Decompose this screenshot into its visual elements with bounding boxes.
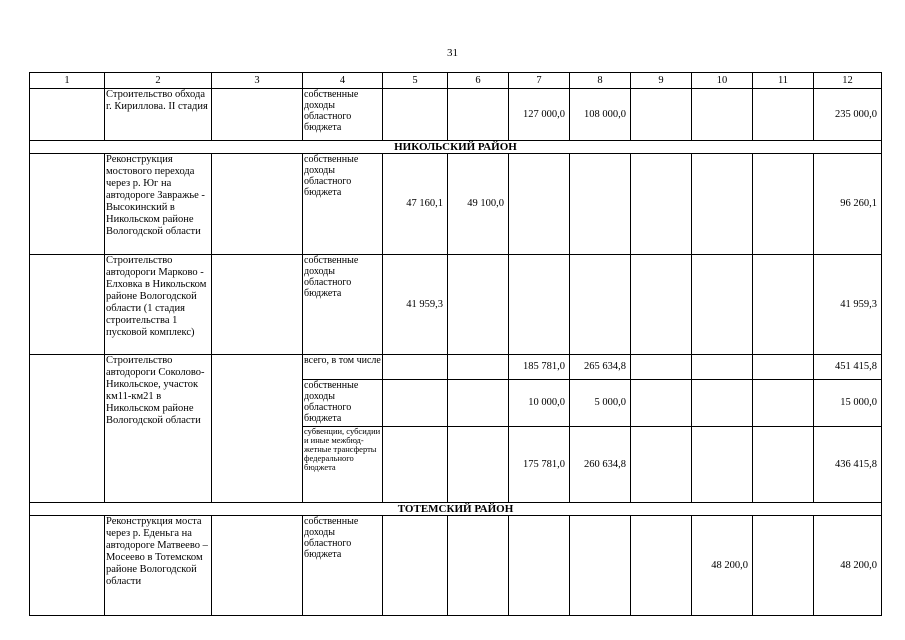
district-title: ТОТЕМСКИЙ РАЙОН (30, 503, 882, 516)
value-cell: 265 634,8 (570, 355, 631, 380)
district-title: НИКОЛЬСКИЙ РАЙОН (30, 141, 882, 154)
value-cell: 47 160,1 (383, 154, 448, 255)
value-cell: 185 781,0 (509, 355, 570, 380)
col-header: 10 (692, 73, 753, 89)
table-row (30, 89, 882, 141)
col-header: 1 (30, 73, 105, 89)
value-cell: 41 959,3 (814, 255, 882, 355)
funding-source: собственные доходы областного бюджета (303, 255, 383, 355)
funding-source: всего, в том числе (303, 355, 383, 380)
funding-source: собственные доходы областного бюджета (303, 154, 383, 255)
col-header: 3 (212, 73, 303, 89)
funding-source: собственные доходы областного бюджета (303, 89, 383, 141)
table-row (30, 154, 882, 255)
table-row (30, 355, 882, 380)
value-cell: 10 000,0 (509, 380, 570, 427)
district-row (30, 503, 882, 516)
col-header: 12 (814, 73, 882, 89)
value-cell: 5 000,0 (570, 380, 631, 427)
col-header: 2 (105, 73, 212, 89)
project-name: Строительство обхода г. Кириллова. II стадия (105, 89, 212, 141)
value-cell: 41 959,3 (383, 255, 448, 355)
col-header: 8 (570, 73, 631, 89)
col-header: 4 (303, 73, 383, 89)
value-cell: 235 000,0 (814, 89, 882, 141)
col-header: 5 (383, 73, 448, 89)
budget-table (29, 72, 882, 616)
col-header: 11 (753, 73, 814, 89)
funding-source: собственные доходы областного бюджета (303, 516, 383, 616)
value-cell: 48 200,0 (814, 516, 882, 616)
value-cell: 436 415,8 (814, 427, 882, 503)
col-header: 6 (448, 73, 509, 89)
value-cell: 48 200,0 (692, 516, 753, 616)
table-row (30, 516, 882, 616)
funding-source: собственные доходы областного бюджета (303, 380, 383, 427)
header-row (30, 73, 882, 89)
district-row (30, 141, 882, 154)
value-cell: 175 781,0 (509, 427, 570, 503)
project-name: Реконструкция моста через р. Еденьга на автодороге Матвеево – Мосеево в Тотемском районе Вологодской области (105, 516, 212, 616)
col-header: 9 (631, 73, 692, 89)
funding-source: субвенции, субсидии и иные межбюд-жетные трансферты федерального бюджета (303, 427, 383, 503)
col-header: 7 (509, 73, 570, 89)
page-number: 31 (447, 47, 458, 59)
value-cell: 127 000,0 (509, 89, 570, 141)
value-cell: 260 634,8 (570, 427, 631, 503)
value-cell: 49 100,0 (448, 154, 509, 255)
project-name: Строительство автодороги Марково - Елховка в Никольском районе Вологодской области (1 стадия строительства 1 пусковой комплекс) (105, 255, 212, 355)
project-name: Реконструкция мостового перехода через р. Юг на автодороге Завражье - Высокинский в Никольском районе Вологодской области (105, 154, 212, 255)
value-cell: 15 000,0 (814, 380, 882, 427)
project-name: Строительство автодороги Соколово-Никольское, участок км11-км21 в Никольском районе Вологодской области (105, 355, 212, 503)
value-cell: 96 260,1 (814, 154, 882, 255)
table-row (30, 255, 882, 355)
value-cell: 108 000,0 (570, 89, 631, 141)
value-cell: 451 415,8 (814, 355, 882, 380)
